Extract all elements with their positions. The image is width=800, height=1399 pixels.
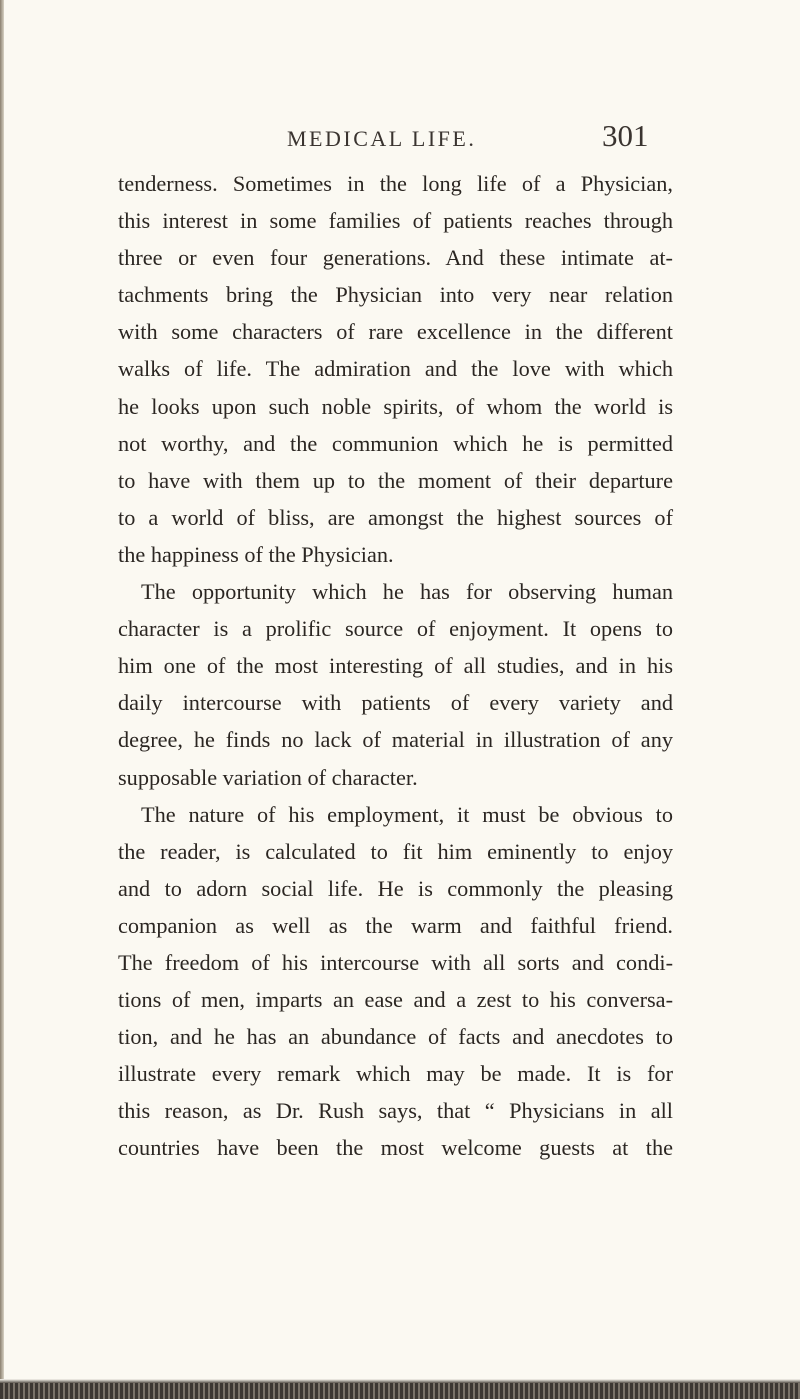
text-line: companion as well as the warm and faithful friend. [118,912,673,938]
text-line: illustrate every remark which may be made. It is for [118,1061,673,1087]
text-line: him one of the most interesting of all studies, and in his [118,653,673,679]
text-line: tions of men, imparts an ease and a zest to his conversa- [118,987,673,1013]
text-line: the reader, is calculated to fit him eminently to enjoy [118,838,673,864]
text-line: tachments bring the Physician into very near relation [118,282,673,308]
text-line: character is a prolific source of enjoyment. It opens to [118,616,673,642]
text-line: countries have been the most welcome guests at the [118,1135,673,1161]
text-line: and to adorn social life. He is commonly the pleasing [118,875,673,901]
paragraph-end-line: the happiness of the Physician. [118,541,394,567]
text-line: with some characters of rare excellence in the different [118,319,673,345]
paragraph-end-line: supposable variation of character. [118,764,418,790]
paragraph-start-line: The nature of his employment, it must be obvious to [141,801,673,827]
page-number: 301 [602,118,649,153]
text-line: tion, and he has an abundance of facts and anecdotes to [118,1024,673,1050]
text-line: daily intercourse with patients of every variety and [118,690,673,716]
text-line: this reason, as Dr. Rush says, that “ Physicians in all [118,1098,673,1124]
text-line: degree, he finds no lack of material in illustration of any [118,727,673,753]
running-head [0,118,800,158]
page-gutter-edge [0,0,4,1399]
text-line: walks of life. The admiration and the love with which [118,356,673,382]
book-binding-edge [0,1383,800,1399]
text-line: not worthy, and the communion which he is permitted [118,430,673,456]
text-line: tenderness. Sometimes in the long life of a Physician, [118,171,673,196]
text-line: The freedom of his intercourse with all sorts and condi- [118,949,673,975]
text-line: to have with them up to the moment of their departure [118,467,673,493]
text-line: three or even four generations. And these intimate at- [118,245,673,271]
text-line: this interest in some families of patients reaches through [118,208,673,234]
body-text [118,165,673,1167]
text-line: he looks upon such noble spirits, of whom the world is [118,393,673,419]
paragraph-start-line: The opportunity which he has for observing human [141,579,673,605]
running-head-title: MEDICAL LIFE. [287,126,477,151]
text-line: to a world of bliss, are amongst the highest sources of [118,504,673,530]
